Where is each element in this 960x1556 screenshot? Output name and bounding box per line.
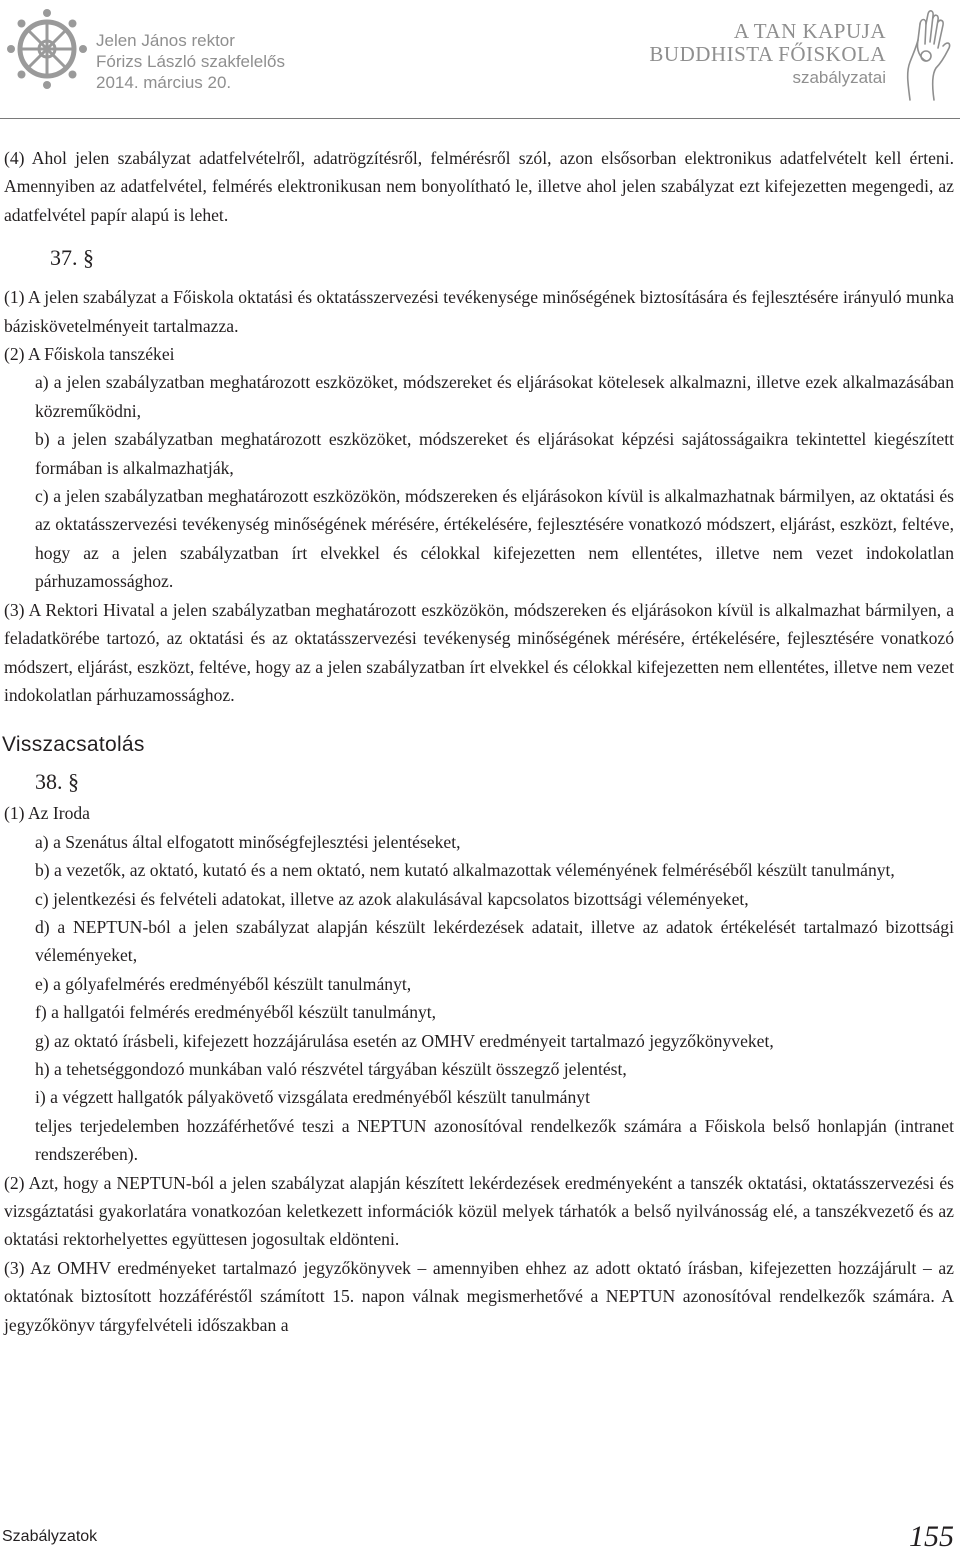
s38-item-d: d) a NEPTUN-ból a jelen szabályzat alapján készült lekérdezések adatait, illetve az adatok értékelését tartalmazó bizottsági véleményeket, bbox=[35, 916, 954, 966]
header-responsible: Fórizs László szakfelelős bbox=[96, 52, 285, 71]
page-header bbox=[0, 0, 960, 112]
s38-paragraph-3: (3) Az OMHV eredményeket tartalmazó jegyzőkönyvek – amennyiben ehhez az adott oktató írásban, kifejezetten hozzájárult – az oktatónak biztosított hozzáféréstől számított 15. napon válnak megismerhetővé a NEPTUN azonosítóval rendelkezők számára. A jegyzőkönyv tárgyfelvételi időszakban a bbox=[4, 1257, 954, 1335]
paragraph-4: (4) Ahol jelen szabályzat adatfelvételről, adatrögzítésről, felmérésről szól, azon elsősorban elektronikus adatfelvételt kell érteni. Amennyiben az adatfelvétel, felmérés elektronikusan nem bonyolítható le, illetve ahol jelen szabályzat ezt kifejezetten megengedi, az adatfelvétel papír alapú is lehet. bbox=[4, 148, 954, 225]
footer-label: Szabályzatok bbox=[2, 1528, 98, 1545]
s38-item-e: e) a gólyafelmérés eredményéből készült tanulmányt, bbox=[35, 973, 412, 994]
header-date: 2014. március 20. bbox=[96, 73, 232, 92]
institution-name-2: BUDDHISTA FŐISKOLA bbox=[649, 42, 886, 66]
institution-name-1: A TAN KAPUJA bbox=[733, 19, 886, 43]
institution-subtitle: szabályzatai bbox=[792, 68, 886, 87]
header-authors bbox=[96, 30, 285, 93]
s38-item-b: b) a vezetők, az oktató, kutató és a nem oktató, nem kutató alkalmazottak véleményének felméréséből készült tanulmányt, bbox=[35, 860, 895, 881]
s37-paragraph-1: (1) A jelen szabályzat a Főiskola oktatási és oktatásszervezési tevékenysége minőségének biztosítására és fejlesztésére irányuló munka báziskövetelményeit tartalmazza. bbox=[4, 287, 954, 336]
s37-paragraph-3: (3) A Rektori Hivatal a jelen szabályzatban meghatározott eszközökön, módszereken és eljárásokon kívül is alkalmazhat bármilyen, a feladatkörébe tartozó, az oktatási és az oktatásszervezési tevékenység minőségének mérésére, értékelésére, fejlesztésére vonatkozó módszert, eljárást, eszközt, feltéve, hogy az a jelen szabályzatban írt elvekkel és célokkal kifejezetten nem ellentétes, illetve nem vezet indokolatlan párhuzamossághoz. bbox=[4, 599, 954, 705]
s38-item-g: g) az oktató írásbeli, kifejezett hozzájárulása esetén az OMHV eredményeit tartalmazó jegyzőkönyveket, bbox=[35, 1030, 774, 1051]
section-38-title: 38. § bbox=[35, 769, 79, 795]
s38-item-i: i) a végzett hallgatók pályakövető vizsgálata eredményéből készült tanulmányt bbox=[35, 1087, 590, 1108]
dharma-wheel-icon bbox=[6, 8, 88, 90]
s38-item-c: c) jelentkezési és felvételi adatokat, illetve az azok alakulásával kapcsolatos bizottsági véleményeket, bbox=[35, 888, 749, 909]
s37-item-a: a) a jelen szabályzatban meghatározott eszközöket, módszereket és eljárásokat kötelesek alkalmazni, illetve ezek alkalmazásában közreműködni, bbox=[35, 372, 954, 421]
header-rule bbox=[0, 118, 960, 119]
page-footer bbox=[0, 1520, 960, 1553]
s37-item-c: c) a jelen szabályzatban meghatározott eszközökön, módszereken és eljárásokon kívül is alkalmazhatnak bármilyen, az oktatási és az oktatásszervezési tevékenység minőségének mérésére, értékelésére, fejlesztésére vonatkozó módszert, eljárást, eszközt, feltéve, hogy az a jelen szabályzatban írt elvekkel és célokkal kifejezetten nem ellentétes, illetve nem vezet indokolatlan párhuzamossághoz. bbox=[35, 486, 954, 592]
s38-paragraph-1: (1) Az Iroda bbox=[4, 803, 90, 824]
mudra-hand-icon bbox=[896, 6, 954, 102]
header-institution bbox=[649, 20, 886, 90]
page-number: 155 bbox=[909, 1520, 954, 1553]
s37-item-b: b) a jelen szabályzatban meghatározott eszközöket, módszereket és eljárásokat képzési sajátosságaikra tekintettel kiegészített formában is alkalmazhatják, bbox=[35, 429, 954, 478]
s38-paragraph-2: (2) Azt, hogy a NEPTUN-ból a jelen szabályzat alapján készített lekérdezések eredményeként a tanszék oktatási, oktatásszervezési és vizsgáztatási gyakorlatára vonatkozóan keletkezett információk közül melyek tárhatók a belső nyilvánosság elé, a tanszékvezető és az oktatási rektorhelyettes együttesen jogosultak eldönteni. bbox=[4, 1172, 954, 1250]
s38-item-a: a) a Szenátus által elfogatott minőségfejlesztési jelentéseket, bbox=[35, 831, 461, 852]
s38-item-f: f) a hallgatói felmérés eredményéből készült tanulmányt, bbox=[35, 1002, 437, 1023]
s38-item-closing: teljes terjedelemben hozzáférhetővé teszi a NEPTUN azonosítóval rendelkezők számára a Főiskola belső honlapján (intranet rendszerében). bbox=[35, 1115, 954, 1165]
section-heading: Visszacsatolás bbox=[2, 733, 145, 757]
document-body bbox=[4, 144, 954, 1339]
s37-paragraph-2: (2) A Főiskola tanszékei bbox=[4, 344, 175, 365]
header-rector: Jelen János rektor bbox=[96, 31, 235, 50]
section-37-title: 37. § bbox=[50, 245, 94, 271]
s38-item-h: h) a tehetséggondozó munkában való részvétel tárgyában készült összegző jelentést, bbox=[35, 1058, 627, 1079]
